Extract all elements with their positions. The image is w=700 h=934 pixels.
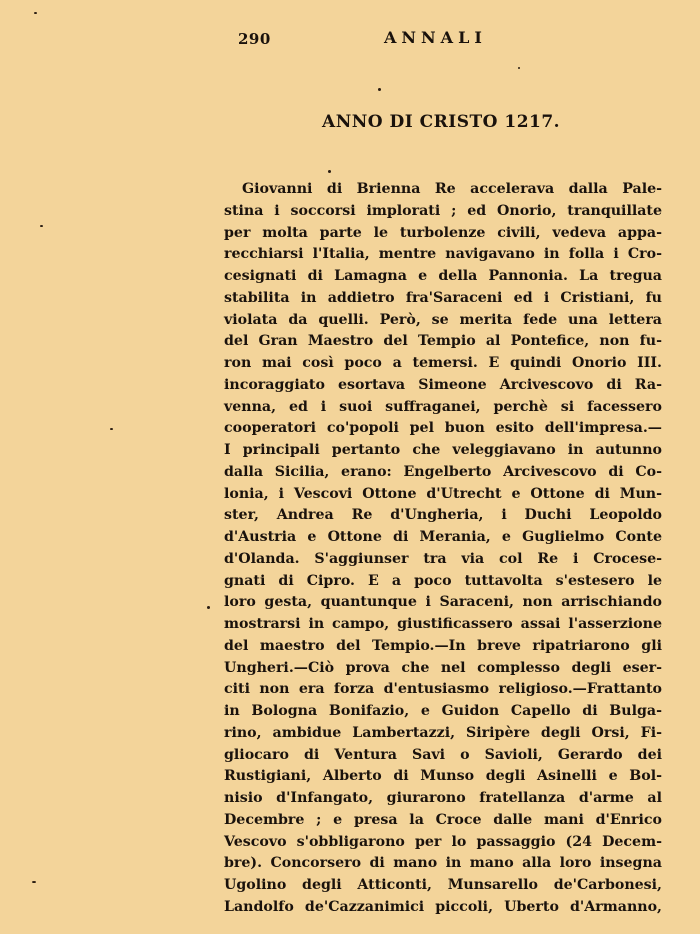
- body-text: [224, 179, 662, 919]
- running-title: ANNALI: [384, 28, 487, 47]
- text-line: gliocaro di Ventura Savi o Savioli, Gerardo dei: [224, 746, 662, 763]
- text-line: Decembre ; e presa la Croce dalle mani d'Enrico: [224, 811, 662, 828]
- text-line: Rustigiani, Alberto di Munso degli Asinelli e Bol-: [224, 768, 662, 785]
- text-line: Vescovo s'obbligarono per lo passaggio (24 Decem-: [224, 833, 662, 850]
- text-line: ron mai così poco a temersi. E quindi Onorio III.: [224, 355, 662, 371]
- text-line: dalla Sicilia, erano: Engelberto Arcivescovo di Co-: [224, 463, 662, 480]
- text-line: venna, ed i suoi suffraganei, perchè si facessero: [224, 398, 662, 415]
- ink-speck: [34, 12, 37, 14]
- text-line: ster, Andrea Re d'Ungheria, i Duchi Leopoldo: [224, 507, 662, 524]
- text-line: del maestro del Tempio.—In breve ripatriarono gli: [224, 637, 662, 654]
- text-line: stabilita in addietro fra'Saraceni ed i Cristiani, fu: [224, 289, 662, 306]
- text-line: per molta parte le turbolenze civili, vedeva appa-: [224, 224, 662, 241]
- text-line: mostrarsi in campo, giustificassero assai l'asserzione: [224, 616, 662, 632]
- text-line: nisio d'Infangato, giurarono fratellanza d'arme al: [224, 790, 662, 806]
- text-line: gnati di Cipro. E a poco tuttavolta s'estesero le: [224, 572, 662, 589]
- ink-speck: [32, 881, 36, 883]
- text-line: Giovanni di Brienna Re accelerava dalla Pale-: [242, 181, 662, 197]
- running-head: [0, 24, 700, 54]
- text-line: Ugolino degli Atticonti, Munsarello de'Carbonesi,: [224, 877, 662, 893]
- text-line: violata da quelli. Però, se merita fede una lettera: [224, 311, 662, 328]
- ink-speck: [378, 88, 381, 91]
- text-line: bre). Concorsero di mano in mano alla loro insegna: [224, 855, 662, 872]
- year-heading: ANNO DI CRISTO 1217.: [322, 112, 561, 132]
- text-line: I principali pertanto che veleggiavano in autunno: [224, 442, 662, 458]
- text-line: cooperatori co'popoli pel buon esito dell'impresa.—: [224, 420, 662, 437]
- ink-speck: [207, 606, 210, 609]
- text-line: cesignati di Lamagna e della Pannonia. La tregua: [224, 268, 662, 284]
- text-line: d'Olanda. S'aggiunser tra via col Re i Crocese-: [224, 550, 662, 567]
- text-line: lonia, i Vescovi Ottone d'Utrecht e Ottone di Mun-: [224, 485, 662, 502]
- text-line: recchiarsi l'Italia, mentre navigavano in folla i Cro-: [224, 246, 662, 263]
- text-line: del Gran Maestro del Tempio al Pontefice, non fu-: [224, 333, 662, 350]
- text-line: Ungheri.—Ciò prova che nel complesso degli eser-: [224, 659, 662, 676]
- text-line: loro gesta, quantunque i Saraceni, non arrischiando: [224, 594, 662, 611]
- page-number: 290: [238, 30, 271, 48]
- ink-speck: [40, 225, 43, 227]
- text-line: citi non era forza d'entusiasmo religioso.—Frattanto: [224, 681, 662, 698]
- text-line: stina i soccorsi implorati ; ed Onorio, tranquillate: [224, 202, 662, 219]
- ink-speck: [518, 67, 520, 69]
- text-line: Landolfo de'Cazzanimici piccoli, Uberto d'Armanno,: [224, 898, 662, 915]
- text-line: incoraggiato esortava Simeone Arcivescovo di Ra-: [224, 376, 662, 393]
- ink-speck: [110, 428, 113, 430]
- ink-speck: [328, 170, 331, 173]
- text-line: rino, ambidue Lambertazzi, Siripère degli Orsi, Fi-: [224, 724, 662, 741]
- text-line: in Bologna Bonifazio, e Guidon Capello di Bulga-: [224, 703, 662, 719]
- text-line: d'Austria e Ottone di Merania, e Guglielmo Conte: [224, 529, 662, 545]
